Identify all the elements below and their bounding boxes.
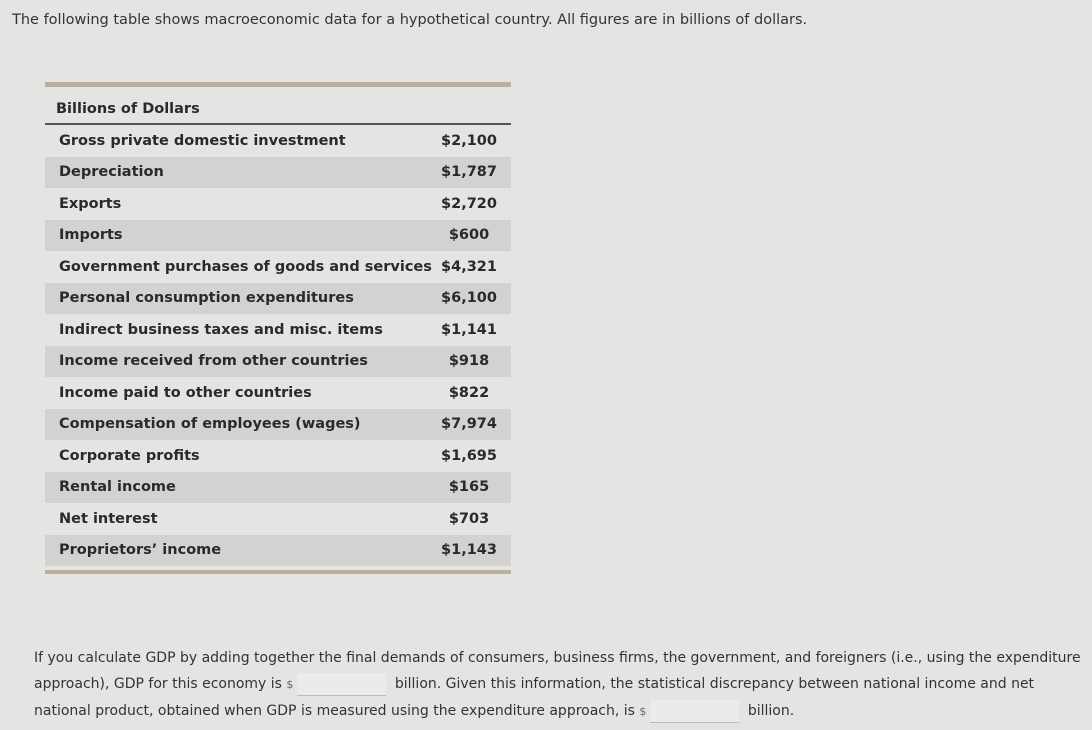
row-label: Exports [59,195,122,212]
row-value: $918 [448,353,490,370]
currency-symbol: $ [639,705,647,718]
currency-symbol: $ [286,678,294,691]
row-label: Income paid to other countries [59,384,312,401]
row-value: $4,321 [441,258,497,275]
question [34,645,1092,725]
table-bottom-rule [45,570,511,574]
table-row [45,377,511,409]
table-row [45,346,511,378]
table-row [45,283,511,315]
table-header: Billions of Dollars [45,87,511,125]
row-label: Imports [59,227,123,244]
table-row [45,125,511,157]
row-value: $165 [448,479,490,496]
row-value: $600 [448,227,490,244]
row-label: Gross private domestic investment [59,132,346,149]
intro-text: The following table shows macroeconomic data for a hypothetical country. All figures are in billions of dollars. [12,12,808,28]
row-label: Government purchases of goods and services [59,258,432,275]
row-value: $822 [448,384,490,401]
row-label: Rental income [59,479,176,496]
table-row [45,409,511,441]
row-label: Income received from other countries [59,353,368,370]
row-label: Depreciation [59,164,164,181]
row-label: Indirect business taxes and misc. items [59,321,383,338]
row-value: $1,141 [441,321,497,338]
question-part1: If you calculate GDP by adding together the final demands of consumers, business firms, the government, and foreigners (i.e., using the expenditure approach), GDP for this economy is [34,650,1081,692]
macro-data-table [45,82,511,574]
table-row [45,472,511,504]
row-label: Proprietors’ income [59,542,222,559]
table-row [45,440,511,472]
table-row [45,314,511,346]
question-part2: billion. Given this information, the statistical discrepancy between national income and net national product, obtained when GDP is measured using the expenditure approach, is [34,676,1035,719]
table-row [45,503,511,535]
row-value: $6,100 [441,290,497,307]
table-row [45,251,511,283]
table-row [45,220,511,252]
row-value: $1,787 [441,164,497,181]
row-label: Corporate profits [59,447,200,464]
gdp-input[interactable] [297,673,386,696]
discrepancy-input[interactable] [650,700,739,723]
row-label: Personal consumption expenditures [59,290,354,307]
row-value: $7,974 [441,416,497,433]
table-row [45,188,511,220]
row-value: $1,695 [441,447,497,464]
row-value: $703 [448,510,490,527]
table-row [45,157,511,189]
row-value: $1,143 [441,542,497,559]
table-row [45,535,511,567]
row-label: Net interest [59,510,158,527]
row-value: $2,720 [441,195,497,212]
row-label: Compensation of employees (wages) [59,416,361,433]
row-value: $2,100 [441,132,497,149]
question-part3: billion. [747,703,795,719]
